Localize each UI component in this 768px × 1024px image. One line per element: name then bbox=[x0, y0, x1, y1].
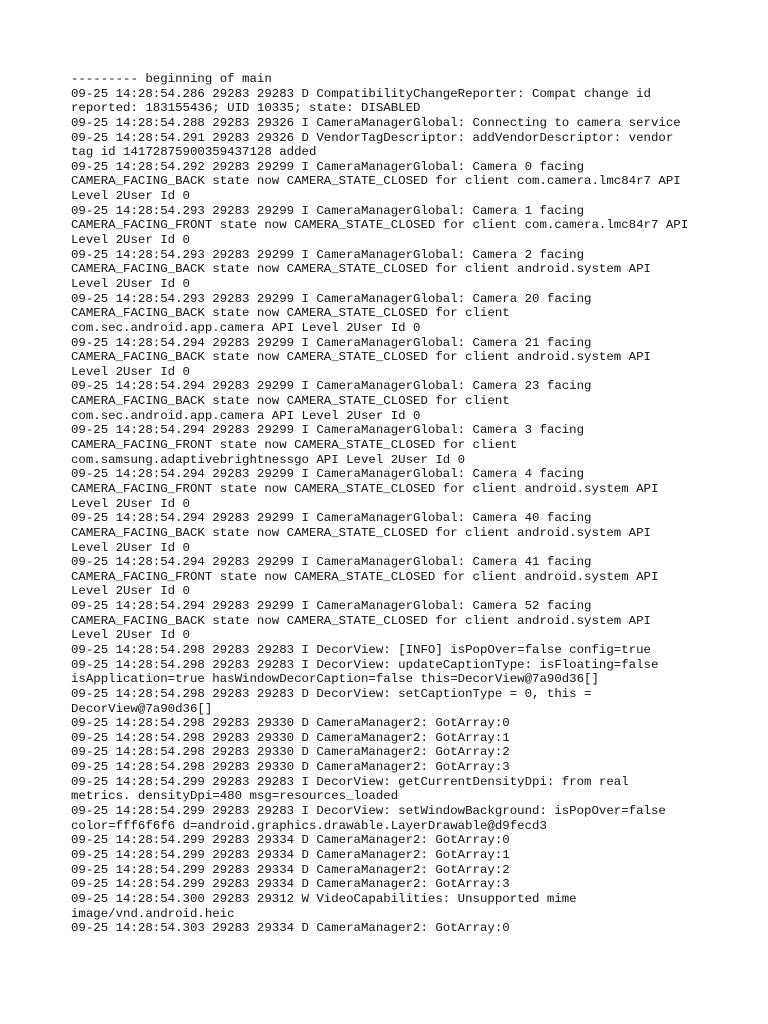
log-line: 09-25 14:28:54.298 29283 29283 I DecorView: updateCaptionType: isFloating=false bbox=[71, 657, 659, 672]
log-line: tag id 14172875900359437128 added bbox=[71, 145, 317, 160]
log-line: CAMERA_FACING_BACK state now CAMERA_STATE_CLOSED for client android.system API bbox=[71, 525, 651, 540]
log-document bbox=[71, 72, 711, 936]
log-line: com.samsung.adaptivebrightnessgo API Level 2User Id 0 bbox=[71, 452, 466, 467]
log-line: 09-25 14:28:54.298 29283 29283 I DecorView: [INFO] isPopOver=false config=true bbox=[71, 642, 651, 657]
log-line: Level 2User Id 0 bbox=[71, 584, 190, 599]
log-line: 09-25 14:28:54.294 29283 29299 I CameraManagerGlobal: Camera 21 facing bbox=[71, 335, 592, 350]
log-line: 09-25 14:28:54.292 29283 29299 I CameraManagerGlobal: Camera 0 facing bbox=[71, 159, 585, 174]
log-line: Level 2User Id 0 bbox=[71, 496, 190, 511]
log-line: 09-25 14:28:54.298 29283 29283 D DecorView: setCaptionType = 0, this = bbox=[71, 686, 592, 701]
log-line: 09-25 14:28:54.298 29283 29330 D CameraManager2: GotArray:0 bbox=[71, 716, 510, 731]
log-line: 09-25 14:28:54.294 29283 29299 I CameraManagerGlobal: Camera 52 facing bbox=[71, 599, 592, 614]
log-line: 09-25 14:28:54.299 29283 29334 D CameraManager2: GotArray:1 bbox=[71, 847, 510, 862]
log-line: CAMERA_FACING_BACK state now CAMERA_STATE_CLOSED for client android.system API bbox=[71, 613, 651, 628]
log-line: isApplication=true hasWindowDecorCaption=false this=DecorView@7a90d36[] bbox=[71, 672, 599, 687]
log-line: 09-25 14:28:54.294 29283 29299 I CameraManagerGlobal: Camera 3 facing bbox=[71, 423, 585, 438]
log-line: CAMERA_FACING_BACK state now CAMERA_STATE_CLOSED for client android.system API bbox=[71, 262, 651, 277]
log-line: CAMERA_FACING_BACK state now CAMERA_STATE_CLOSED for client bbox=[71, 306, 510, 321]
log-line: color=fff6f6f6 d=android.graphics.drawable.LayerDrawable@d9fecd3 bbox=[71, 818, 547, 833]
log-line: CAMERA_FACING_FRONT state now CAMERA_STATE_CLOSED for client android.system API bbox=[71, 481, 659, 496]
log-line: CAMERA_FACING_FRONT state now CAMERA_STATE_CLOSED for client bbox=[71, 438, 518, 453]
log-line: Level 2User Id 0 bbox=[71, 276, 190, 291]
log-line: com.sec.android.app.camera API Level 2User Id 0 bbox=[71, 408, 421, 423]
log-line: Level 2User Id 0 bbox=[71, 628, 190, 643]
log-line: CAMERA_FACING_BACK state now CAMERA_STATE_CLOSED for client com.camera.lmc84r7 API bbox=[71, 174, 681, 189]
log-line: Level 2User Id 0 bbox=[71, 189, 190, 204]
log-line: CAMERA_FACING_BACK state now CAMERA_STATE_CLOSED for client bbox=[71, 394, 510, 409]
log-line: 09-25 14:28:54.299 29283 29283 I DecorView: setWindowBackground: isPopOver=false bbox=[71, 804, 666, 819]
log-line: 09-25 14:28:54.294 29283 29299 I CameraManagerGlobal: Camera 23 facing bbox=[71, 379, 592, 394]
log-line: DecorView@7a90d36[] bbox=[71, 701, 213, 716]
log-line: 09-25 14:28:54.293 29283 29299 I CameraManagerGlobal: Camera 2 facing bbox=[71, 247, 585, 262]
log-line: 09-25 14:28:54.286 29283 29283 D CompatibilityChangeReporter: Compat change id bbox=[71, 86, 651, 101]
log-line: 09-25 14:28:54.293 29283 29299 I CameraManagerGlobal: Camera 20 facing bbox=[71, 291, 592, 306]
log-line: 09-25 14:28:54.291 29283 29326 D VendorTagDescriptor: addVendorDescriptor: vendor bbox=[71, 130, 674, 145]
log-line: Level 2User Id 0 bbox=[71, 364, 190, 379]
log-line: 09-25 14:28:54.294 29283 29299 I CameraManagerGlobal: Camera 41 facing bbox=[71, 555, 592, 570]
log-line: --------- beginning of main bbox=[71, 72, 272, 86]
log-line: 09-25 14:28:54.299 29283 29334 D CameraManager2: GotArray:0 bbox=[71, 833, 510, 848]
log-line: 09-25 14:28:54.299 29283 29283 I DecorView: getCurrentDensityDpi: from real bbox=[71, 774, 629, 789]
log-line: 09-25 14:28:54.294 29283 29299 I CameraManagerGlobal: Camera 40 facing bbox=[71, 511, 592, 526]
log-line: CAMERA_FACING_FRONT state now CAMERA_STATE_CLOSED for client com.camera.lmc84r7 API bbox=[71, 218, 689, 233]
log-line: 09-25 14:28:54.288 29283 29326 I CameraManagerGlobal: Connecting to camera service bbox=[71, 115, 681, 130]
log-line: 09-25 14:28:54.298 29283 29330 D CameraManager2: GotArray:2 bbox=[71, 745, 510, 760]
log-line: CAMERA_FACING_BACK state now CAMERA_STATE_CLOSED for client android.system API bbox=[71, 350, 651, 365]
log-line: 09-25 14:28:54.294 29283 29299 I CameraManagerGlobal: Camera 4 facing bbox=[71, 467, 585, 482]
log-line: 09-25 14:28:54.300 29283 29312 W VideoCapabilities: Unsupported mime bbox=[71, 891, 577, 906]
log-line: 09-25 14:28:54.293 29283 29299 I CameraManagerGlobal: Camera 1 facing bbox=[71, 203, 585, 218]
log-line: 09-25 14:28:54.299 29283 29334 D CameraManager2: GotArray:3 bbox=[71, 877, 510, 892]
log-line: Level 2User Id 0 bbox=[71, 540, 190, 555]
log-line: 09-25 14:28:54.299 29283 29334 D CameraManager2: GotArray:2 bbox=[71, 862, 510, 877]
log-line: 09-25 14:28:54.303 29283 29334 D CameraManager2: GotArray:0 bbox=[71, 921, 510, 936]
log-line: reported: 183155436; UID 10335; state: DISABLED bbox=[71, 101, 421, 116]
log-line: 09-25 14:28:54.298 29283 29330 D CameraManager2: GotArray:3 bbox=[71, 760, 510, 775]
log-line: Level 2User Id 0 bbox=[71, 233, 190, 248]
log-line: com.sec.android.app.camera API Level 2User Id 0 bbox=[71, 320, 421, 335]
log-line: 09-25 14:28:54.298 29283 29330 D CameraManager2: GotArray:1 bbox=[71, 730, 510, 745]
log-line: image/vnd.android.heic bbox=[71, 906, 235, 921]
log-line: CAMERA_FACING_FRONT state now CAMERA_STATE_CLOSED for client android.system API bbox=[71, 569, 659, 584]
log-line: metrics. densityDpi=480 msg=resources_loaded bbox=[71, 789, 399, 804]
